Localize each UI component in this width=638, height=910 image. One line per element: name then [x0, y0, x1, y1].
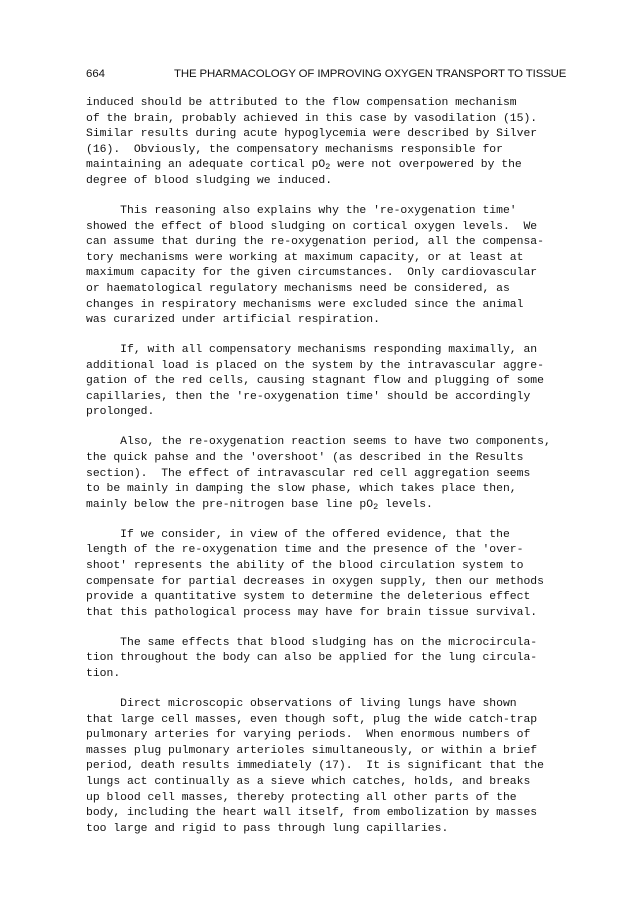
text-line: (16). Obviously, the compensatory mechanisms responsible for	[86, 143, 503, 156]
paragraph	[86, 528, 556, 622]
text-line: prolonged.	[86, 406, 155, 419]
text-line: If, with all compensatory mechanisms responding maximally, an	[86, 344, 538, 357]
paragraph-gap	[86, 421, 556, 435]
paragraph-gap	[86, 329, 556, 343]
text-run: levels.	[378, 498, 433, 511]
paragraph	[86, 96, 556, 190]
body-text	[86, 96, 556, 837]
subscript: 2	[325, 162, 331, 173]
text-line: section). The effect of intravascular red cell aggregation seems	[86, 467, 531, 480]
text-run: were not overpowered by the	[330, 159, 522, 172]
text-line: up blood cell masses, thereby protecting all other parts of the	[86, 791, 517, 804]
text-line: or haematological regulatory mechanisms need be considered, as	[86, 282, 510, 295]
text-line: of the brain, probably achieved in this case by vasodilation (15).	[86, 112, 538, 125]
text-line: tory mechanisms were working at maximum capacity, or at least at	[86, 251, 524, 264]
text-line: gation of the red cells, causing stagnant flow and plugging of some	[86, 375, 544, 388]
text-line: induced should be attributed to the flow compensation mechanism	[86, 97, 517, 109]
text-line: degree of blood sludging we induced.	[86, 174, 333, 187]
text-line: pulmonary arteries for varying periods. When enormous numbers of	[86, 729, 531, 742]
page-number: 664	[86, 68, 106, 80]
text-line: The same effects that blood sludging has on the microcircula-	[86, 636, 538, 649]
text-line: maximum capacity for the given circumstances. Only cardiovascular	[86, 267, 538, 280]
text-line: additional load is placed on the system by the intravascular aggre-	[86, 359, 544, 372]
text-line: too large and rigid to pass through lung capillaries.	[86, 822, 449, 835]
text-line: period, death results immediately (17). It is significant that the	[86, 760, 544, 773]
text-line: This reasoning also explains why the 're-oxygenation time'	[86, 204, 517, 217]
text-line: compensate for partial decreases in oxygen supply, then our methods	[86, 575, 544, 588]
running-title: THE PHARMACOLOGY OF IMPROVING OXYGEN TRANSPORT TO TISSUE	[174, 68, 567, 80]
paragraph-gap	[86, 513, 556, 527]
subscript: 2	[373, 501, 379, 512]
text-line: tion throughout the body can also be applied for the lung circula-	[86, 652, 538, 665]
paragraph	[86, 435, 556, 513]
text-line: tion.	[86, 667, 121, 680]
text-line: showed the effect of blood sludging on cortical oxygen levels. We	[86, 220, 538, 233]
paragraph-gap	[86, 190, 556, 204]
text-line	[86, 498, 556, 514]
paragraph	[86, 204, 556, 329]
paragraph-gap	[86, 683, 556, 697]
text-line: shoot' represents the ability of the blood circulation system to	[86, 560, 524, 572]
text-run: maintaining an adequate cortical pO	[86, 159, 326, 172]
text-line: masses plug pulmonary arterioles simultaneously, or within a brief	[86, 744, 538, 757]
text-line: the quick pahse and the 'overshoot' (as described in the Results	[86, 452, 524, 465]
text-line: length of the re-oxygenation time and the presence of the 'over-	[86, 544, 524, 557]
text-line: to be mainly in damping the slow phase, which takes place then,	[86, 483, 517, 496]
text-line: provide a quantitative system to determine the deleterious effect	[86, 591, 531, 604]
text-line: changes in respiratory mechanisms were excluded since the animal	[86, 298, 524, 311]
text-line: capillaries, then the 're-oxygenation time' should be accordingly	[86, 390, 531, 403]
paragraph-gap	[86, 621, 556, 635]
text-run: mainly below the pre-nitrogen base line pO	[86, 498, 374, 511]
text-line: that large cell masses, even though soft, plug the wide catch-trap	[86, 713, 538, 726]
text-line: was curarized under artificial respiration.	[86, 314, 380, 327]
text-line: Also, the re-oxygenation reaction seems to have two components,	[86, 436, 551, 449]
text-line: can assume that during the re-oxygenation period, all the compensa-	[86, 236, 544, 249]
running-header	[86, 68, 567, 86]
paragraph	[86, 343, 556, 421]
text-line: Similar results during acute hypoglycemia were described by Silver	[86, 128, 538, 141]
paragraph	[86, 697, 556, 837]
text-line	[86, 158, 556, 174]
text-line: body, including the heart wall itself, from embolization by masses	[86, 807, 538, 820]
text-line: that this pathological process may have for brain tissue survival.	[86, 606, 538, 619]
text-line: Direct microscopic observations of living lungs have shown	[86, 697, 517, 710]
text-line: If we consider, in view of the offered evidence, that the	[86, 528, 510, 541]
paragraph	[86, 636, 556, 683]
text-line: lungs act continually as a sieve which catches, holds, and breaks	[86, 775, 531, 788]
